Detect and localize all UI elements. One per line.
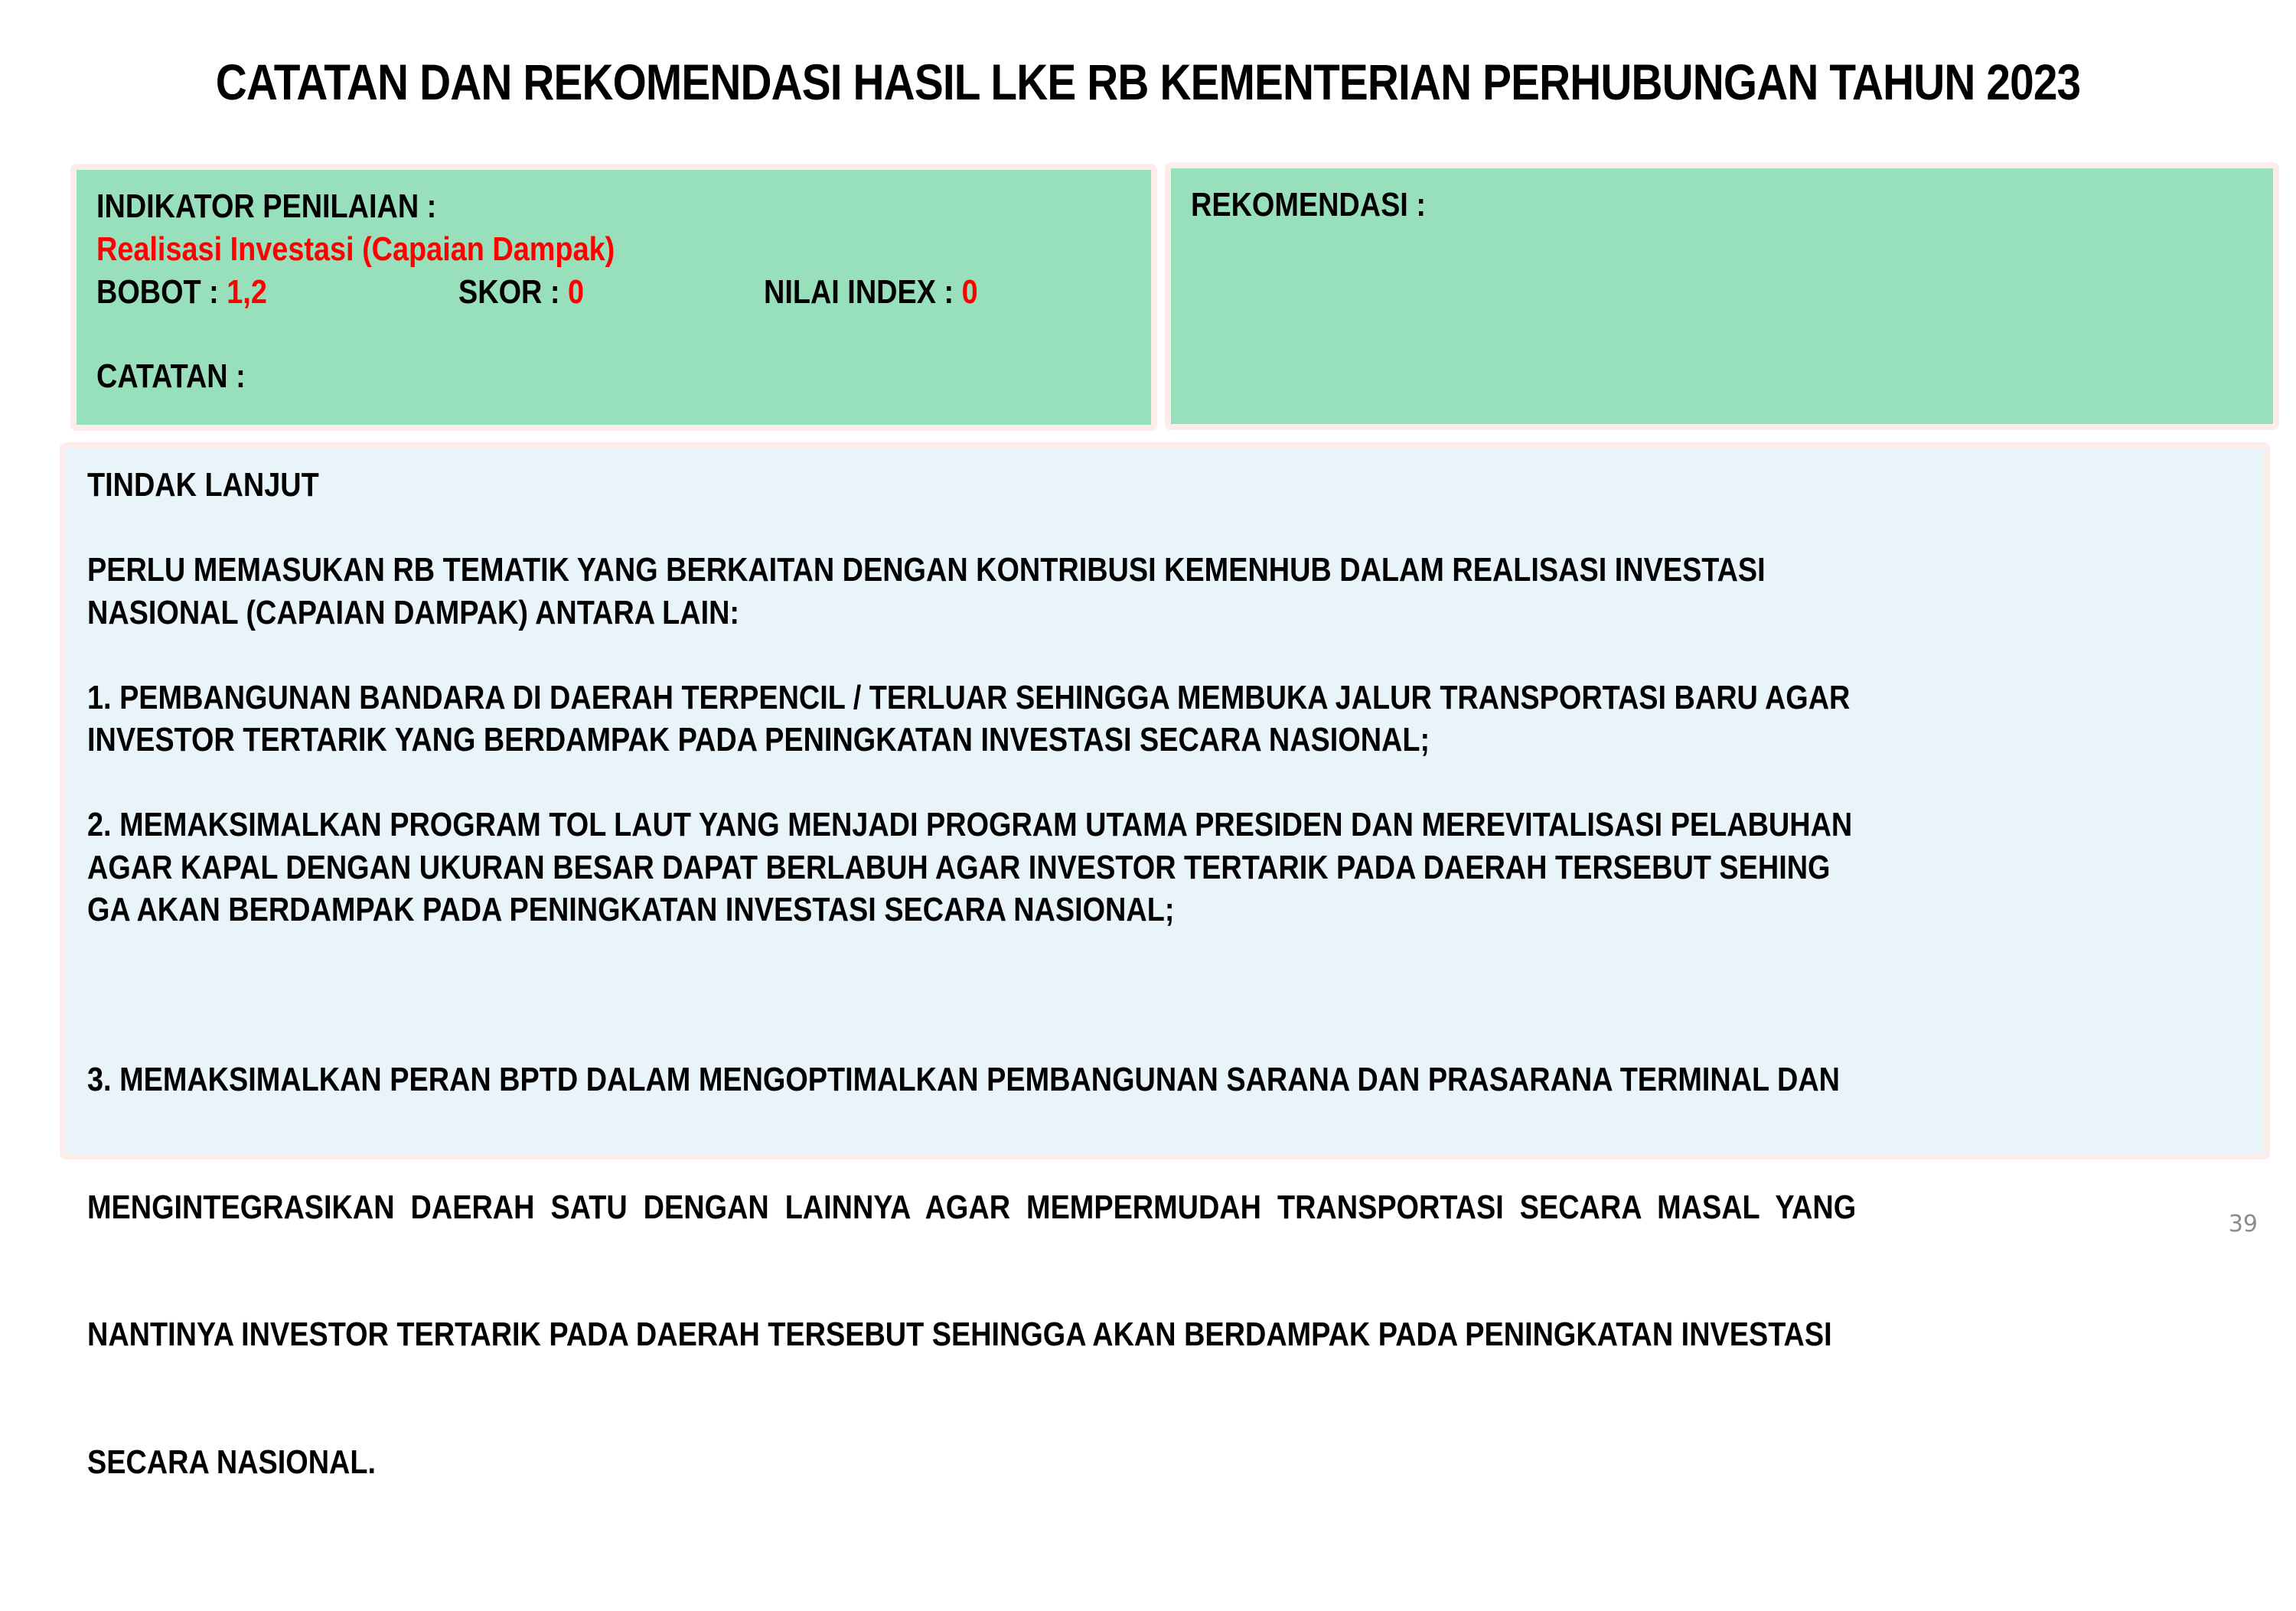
skor-label: SKOR : [458,273,568,311]
tindak-lanjut-content [87,464,2253,1611]
indikator-panel [70,164,1157,431]
indikator-panel-body [77,170,1151,425]
bobot-label: BOBOT : [96,273,227,311]
rekomendasi-panel [1165,162,2279,430]
nilai-index-label: NILAI INDEX : [764,273,962,311]
skor-field [458,271,584,314]
tindak-lanjut-heading: TINDAK LANJUT [87,466,319,504]
rekomendasi-panel-body [1171,168,2273,424]
catatan-label: CATATAN : [96,357,246,395]
tindak-lanjut-item-3: 3. MEMAKSIMALKAN PERAN BPTD DALAM MENGOPTIMALKAN PEMBANGUNAN SARANA DAN PRASARANA TERMINAL DAN MENGINTEGRASIKAN DAERAH SATU DENGAN LAINNYA AGAR MEMPERMUDAH TRANSPORTASI SECARA MASAL YANG NANTINYA INVESTOR TERTARIK PADA DAERAH TERSEBUT SEHINGGA AKAN BERDAMPAK PADA PENINGKATAN INVESTASI SECARA NASIONAL. [87,1061,1857,1481]
tindak-lanjut-intro: PERLU MEMASUKAN RB TEMATIK YANG BERKAITAN DENGAN KONTRIBUSI KEMENHUB DALAM REALISASI INVESTASI NASIONAL (CAPAIAN DAMPAK) ANTARA LAIN: [87,551,1766,631]
bobot-field [96,271,267,314]
indikator-name: Realisasi Investasi (Capaian Dampak) [96,230,615,268]
nilai-index-field [764,271,978,314]
tindak-lanjut-item-2: 2. MEMAKSIMALKAN PROGRAM TOL LAUT YANG MENJADI PROGRAM UTAMA PRESIDEN DAN MEREVITALISASI PELABUHAN AGAR KAPAL DENGAN UKURAN BESAR DAPAT BERLABUH AGAR INVESTOR TERTARIK PADA DAERAH TERSEBUT SEHING GA AKAN BERDAMPAK PADA PENINGKATAN INVESTASI SECARA NASIONAL; [87,806,1853,928]
nilai-index-value: 0 [961,273,978,311]
tindak-lanjut-item-1: 1. PEMBANGUNAN BANDARA DI DAERAH TERPENCIL / TERLUAR SEHINGGA MEMBUKA JALUR TRANSPORTASI BARU AGAR INVESTOR TERTARIK YANG BERDAMPAK PADA PENINGKATAN INVESTASI SECARA NASIONAL; [87,678,1851,758]
bobot-value: 1,2 [227,273,267,311]
indikator-label: INDIKATOR PENILAIAN : [96,188,437,225]
page-number: 39 [2228,1211,2258,1238]
rekomendasi-label: REKOMENDASI : [1191,186,1426,223]
slide-title: CATATAN DAN REKOMENDASI HASIL LKE RB KEMENTERIAN PERHUBUNGAN TAHUN 2023 [215,54,2081,110]
skor-value: 0 [567,273,585,311]
